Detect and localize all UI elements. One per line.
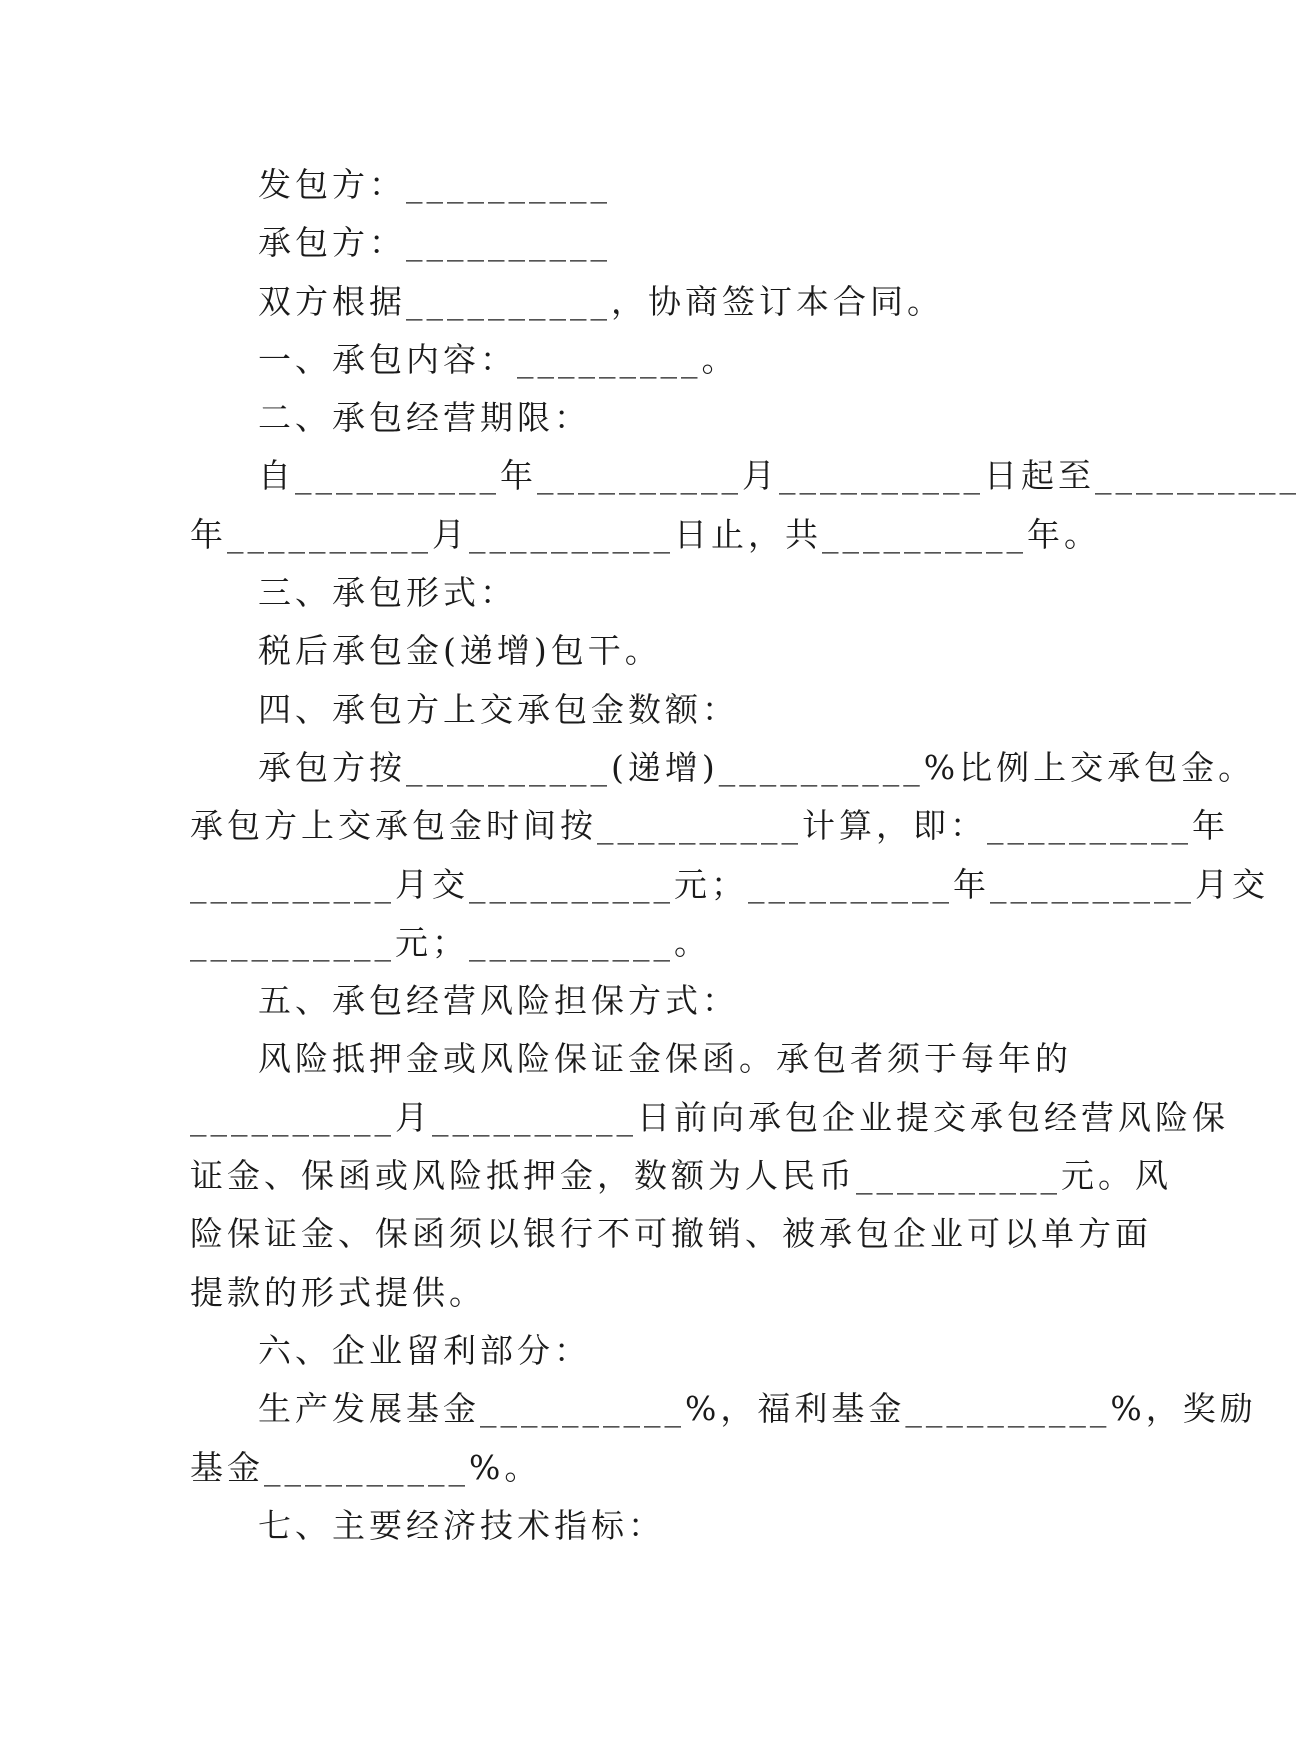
- section-6-heading: 六、企业留利部分：: [258, 1330, 591, 1370]
- section-4-heading: 四、承包方上交承包金数额：: [258, 689, 739, 729]
- section-1-heading: 一、承包内容：_________。: [258, 339, 739, 379]
- party-b-line: 承包方：__________: [258, 223, 611, 263]
- payment-line-2: 承包方上交承包金时间按__________计算，即：__________年: [190, 806, 1229, 846]
- guarantee-line-3: 证金、保函或风险抵押金，数额为人民币__________元。风: [190, 1156, 1172, 1196]
- contract-form-line: 税后承包金(递增)包干。: [258, 631, 662, 671]
- section-3-heading: 三、承包形式：: [258, 573, 517, 613]
- guarantee-line-1: 风险抵押金或风险保证金保函。承包者须于每年的: [258, 1039, 1072, 1079]
- section-2-heading: 二、承包经营期限：: [258, 398, 591, 438]
- term-line-2: 年__________月__________日止，共__________年。: [190, 514, 1101, 554]
- agreement-basis-line: 双方根据__________，协商签订本合同。: [258, 281, 944, 321]
- payment-line-3: __________月交__________元；__________年__________月交: [190, 864, 1269, 904]
- guarantee-line-4: 险保证金、保函须以银行不可撤销、被承包企业可以单方面: [190, 1214, 1152, 1254]
- document-page: [190, 156, 1300, 1555]
- guarantee-line-5: 提款的形式提供。: [190, 1272, 486, 1312]
- section-5-heading: 五、承包经营风险担保方式：: [258, 981, 739, 1021]
- payment-line-1: 承包方按__________(递增)__________%比例上交承包金。: [258, 747, 1256, 787]
- retained-profit-line-1: 生产发展基金__________%，福利基金__________%，奖励: [258, 1389, 1257, 1429]
- party-a-line: 发包方：__________: [258, 165, 611, 204]
- guarantee-line-2: __________月__________日前向承包企业提交承包经营风险保: [190, 1097, 1229, 1137]
- section-7-heading: 七、主要经济技术指标：: [258, 1505, 665, 1545]
- retained-profit-line-2: 基金__________%。: [190, 1447, 542, 1487]
- payment-line-4: __________元；__________。: [190, 922, 711, 962]
- term-line-1: 自__________年__________月__________日起至__________: [258, 456, 1300, 496]
